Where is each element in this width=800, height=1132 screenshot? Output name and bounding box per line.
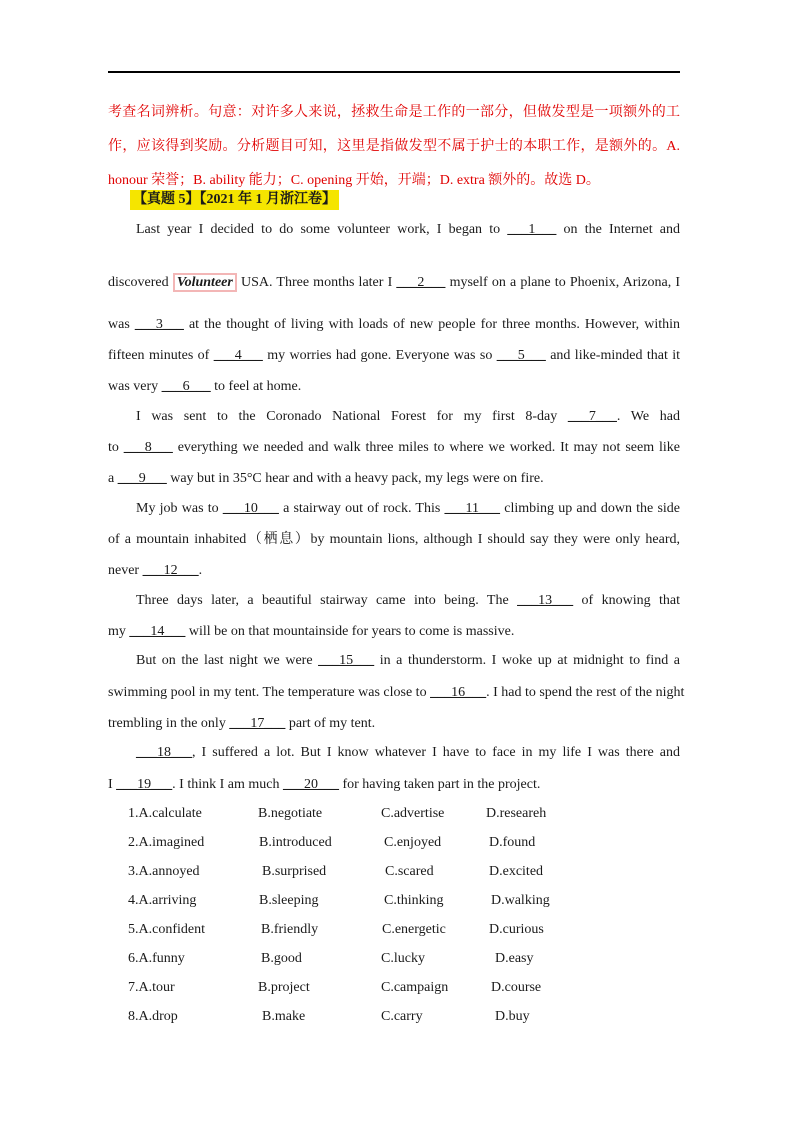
passage-text: way but in 35°C hear and with a heavy pack, my legs were on fire. <box>170 471 544 486</box>
option-b: B.project <box>258 980 310 995</box>
option-c: C.campaign <box>381 980 449 995</box>
blank-11: ___11___ <box>444 501 501 516</box>
passage-line <box>108 346 680 366</box>
blank-15: ___15___ <box>318 653 375 668</box>
header-rule <box>108 71 680 73</box>
option-b: B.introduced <box>259 835 332 850</box>
passage-text: of knowing that <box>581 593 681 608</box>
blank-6: ___6___ <box>161 379 211 394</box>
blank-4: ___4___ <box>213 348 263 363</box>
passage-text: . We had <box>616 409 680 424</box>
passage-text: My job was to <box>136 501 219 516</box>
option-b: B.friendly <box>261 922 319 937</box>
option-c: C.enjoyed <box>384 835 442 850</box>
passage-text: climbing up and down the side <box>504 501 681 516</box>
passage-text: my <box>108 624 126 639</box>
passage-text: was <box>108 317 130 332</box>
blank-3: ___3___ <box>134 317 184 332</box>
blank-18: ___18___ <box>136 745 192 760</box>
option-a: 1.A.calculate <box>128 806 202 821</box>
option-d: D.excited <box>489 864 544 879</box>
passage-line <box>136 651 680 671</box>
passage-text: of a mountain inhabited（栖息）by mountain lions, although I should say they were only heard, <box>108 532 680 547</box>
passage-text: USA. Three months later I <box>240 275 393 290</box>
answer-analysis: 考查名词辨析。句意：对许多人来说，拯救生命是工作的一部分，但做发型是一项额外的工作，应该得到奖励。分析题目可知，这里是指做发型不属于护士的本职工作，是额外的。A. honour 荣誉；B. ability 能力；C. opening 开始，开端；D. extra 额外的。故选 D。 <box>108 105 680 188</box>
passage-line <box>108 438 680 458</box>
passage-text: trembling in the only <box>108 716 226 731</box>
passage-line <box>108 377 680 397</box>
passage-text: to feel at home. <box>214 379 302 394</box>
option-b: B.make <box>262 1009 306 1024</box>
passage-line <box>136 499 680 519</box>
option-c: C.thinking <box>384 893 444 908</box>
passage-text: in a thunderstorm. I woke up at midnight to find a <box>379 653 681 668</box>
exam-source-tag: 【真题 5】【2021 年 1 月浙江卷】 <box>130 190 339 210</box>
blank-19: ___19___ <box>116 777 173 792</box>
option-a: 5.A.confident <box>128 922 205 937</box>
passage-text: Last year I decided to do some volunteer work, I began to <box>136 222 501 237</box>
passage-text: But on the last night we were <box>136 653 313 668</box>
passage-text: a stairway out of rock. This <box>283 501 441 516</box>
option-d: D.easy <box>495 951 534 966</box>
option-d: D.buy <box>495 1009 530 1024</box>
passage-text: part of my tent. <box>288 716 376 731</box>
passage-text: I was sent to the Coronado National Forest for my first 8-day <box>136 409 558 424</box>
option-d: D.curious <box>489 922 544 937</box>
option-a: 7.A.tour <box>128 980 175 995</box>
option-a: 4.A.arriving <box>128 893 197 908</box>
passage-text: . I think I am much <box>172 777 280 792</box>
option-b: B.good <box>261 951 302 966</box>
passage-text: I <box>108 777 113 792</box>
highlighted-term: Volunteer <box>173 273 237 292</box>
option-d: D.researeh <box>486 806 547 821</box>
option-d: D.course <box>491 980 542 995</box>
passage-line <box>108 683 685 703</box>
option-d: D.found <box>489 835 536 850</box>
passage-text: Three days later, a beautiful stairway came into being. The <box>136 593 509 608</box>
blank-13: ___13___ <box>517 593 574 608</box>
blank-2: ___2___ <box>396 275 446 290</box>
passage-line <box>108 714 680 734</box>
passage-line <box>108 622 680 642</box>
blank-9: ___9___ <box>117 471 167 486</box>
passage-text: everything we needed and walk three miles to where we worked. It may not seem like <box>177 440 681 455</box>
blank-10: ___10___ <box>222 501 279 516</box>
passage-text: my worries had gone. Everyone was so <box>267 348 493 363</box>
passage-text: for having taken part in the project. <box>342 777 541 792</box>
passage-text: to <box>108 440 119 455</box>
option-c: C.carry <box>381 1009 423 1024</box>
option-a: 6.A.funny <box>128 951 185 966</box>
passage-text: . I had to spend the rest of the night <box>486 685 685 700</box>
passage-text: on the Internet and <box>563 222 680 237</box>
passage-text: discovered <box>108 275 169 290</box>
passage-line <box>108 775 680 795</box>
blank-7: ___7___ <box>567 409 617 424</box>
passage-line <box>108 469 680 489</box>
passage-text: at the thought of living with loads of new people for three months. However, within <box>188 317 681 332</box>
passage-line <box>108 273 680 293</box>
passage-text: never <box>108 563 140 578</box>
passage-line <box>136 743 680 763</box>
blank-1: ___1___ <box>507 222 557 237</box>
blank-12: ___12___ <box>142 563 199 578</box>
passage-line <box>136 220 680 240</box>
blank-5: ___5___ <box>496 348 546 363</box>
blank-16: ___16___ <box>430 685 487 700</box>
passage-text: myself on a plane to Phoenix, Arizona, I <box>449 275 681 290</box>
passage-text: was very <box>108 379 159 394</box>
option-a: 2.A.imagined <box>128 835 205 850</box>
option-a: 3.A.annoyed <box>128 864 200 879</box>
passage-text: will be on that mountainside for years to come is massive. <box>188 624 515 639</box>
passage-text: fifteen minutes of <box>108 348 210 363</box>
passage-text: a <box>108 471 115 486</box>
option-d: D.walking <box>491 893 550 908</box>
blank-8: ___8___ <box>123 440 173 455</box>
passage-line <box>136 591 680 611</box>
passage-text: swimming pool in my tent. The temperature was close to <box>108 685 427 700</box>
option-a: 8.A.drop <box>128 1009 178 1024</box>
option-b: B.sleeping <box>259 893 319 908</box>
option-c: C.scared <box>385 864 434 879</box>
passage-line <box>136 407 680 427</box>
option-c: C.energetic <box>382 922 446 937</box>
passage-line <box>108 561 680 581</box>
passage-text: , I suffered a lot. But I know whatever I have to face in my life I was there and <box>192 745 680 760</box>
blank-20: ___20___ <box>282 777 339 792</box>
passage-text: and like-minded that it <box>550 348 681 363</box>
option-b: B.negotiate <box>258 806 323 821</box>
passage-line <box>108 315 680 335</box>
passage-line <box>108 530 680 550</box>
option-c: C.advertise <box>381 806 445 821</box>
option-c: C.lucky <box>381 951 425 966</box>
passage-text: . <box>198 563 203 578</box>
option-b: B.surprised <box>262 864 327 879</box>
blank-14: ___14___ <box>129 624 186 639</box>
blank-17: ___17___ <box>229 716 286 731</box>
